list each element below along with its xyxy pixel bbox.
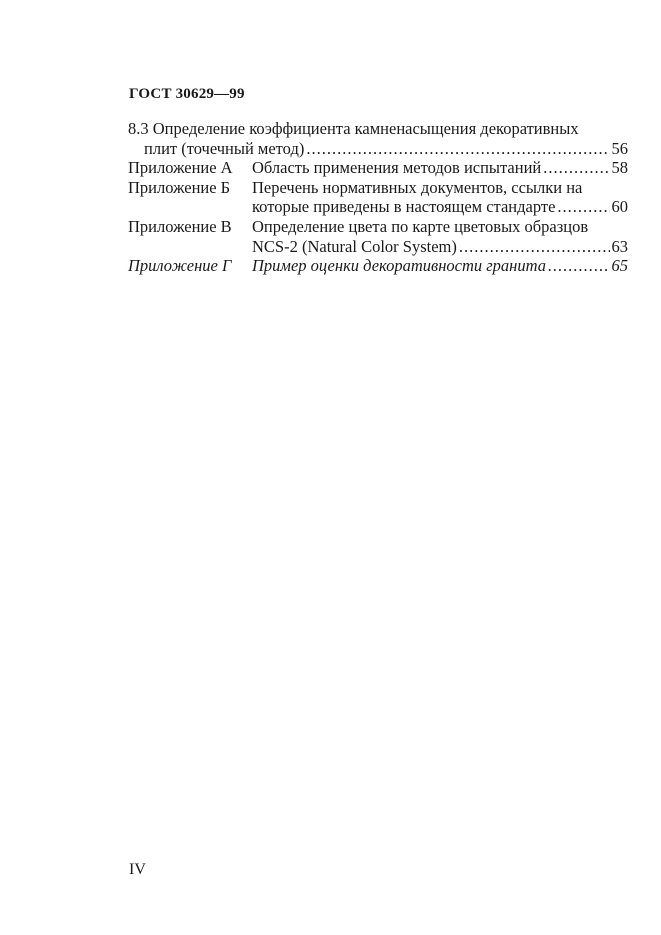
toc-entry-text: Определение цвета по карте цветовых образцов <box>252 216 589 236</box>
toc-entry-text: которые приведены в настоящем стандарте <box>252 197 556 217</box>
leader-dots <box>459 237 610 257</box>
table-of-contents <box>128 119 628 276</box>
leader-dots <box>543 158 609 178</box>
appendix-label: Приложение Г <box>128 256 232 276</box>
toc-page-number: 56 <box>611 138 628 158</box>
appendix-label: Приложение А <box>128 158 233 178</box>
toc-page-number: 58 <box>611 158 628 178</box>
toc-entry-text: Область применения методов испытаний <box>252 158 542 178</box>
toc-page-number: 60 <box>611 197 628 217</box>
appendix-label: Приложение Б <box>128 177 231 197</box>
toc-page-number: 65 <box>611 256 628 276</box>
page-number-footer: IV <box>129 861 146 878</box>
leader-dots <box>548 256 610 276</box>
leader-dots <box>306 139 609 159</box>
appendix-label: Приложение В <box>128 216 232 236</box>
toc-entry-appendix-a[interactable] <box>128 158 628 178</box>
toc-entry-appendix-v[interactable] <box>128 217 628 256</box>
toc-entry-text: Пример оценки декоративности гранита <box>252 256 546 276</box>
toc-entry-text: Перечень нормативных документов, ссылки на <box>252 177 583 197</box>
toc-entry-text: NCS-2 (Natural Color System) <box>252 236 457 256</box>
toc-entry-appendix-b[interactable] <box>128 178 628 217</box>
toc-entry-8-3[interactable] <box>128 119 628 158</box>
toc-page-number: 63 <box>611 236 628 256</box>
toc-entry-appendix-g[interactable] <box>128 256 628 276</box>
toc-entry-text: 8.3 Определение коэффициента камненасыщения декоративных <box>128 119 579 138</box>
standard-header: ГОСТ 30629—99 <box>129 86 245 102</box>
toc-entry-text: плит (точечный метод) <box>144 138 305 158</box>
leader-dots <box>557 197 609 217</box>
